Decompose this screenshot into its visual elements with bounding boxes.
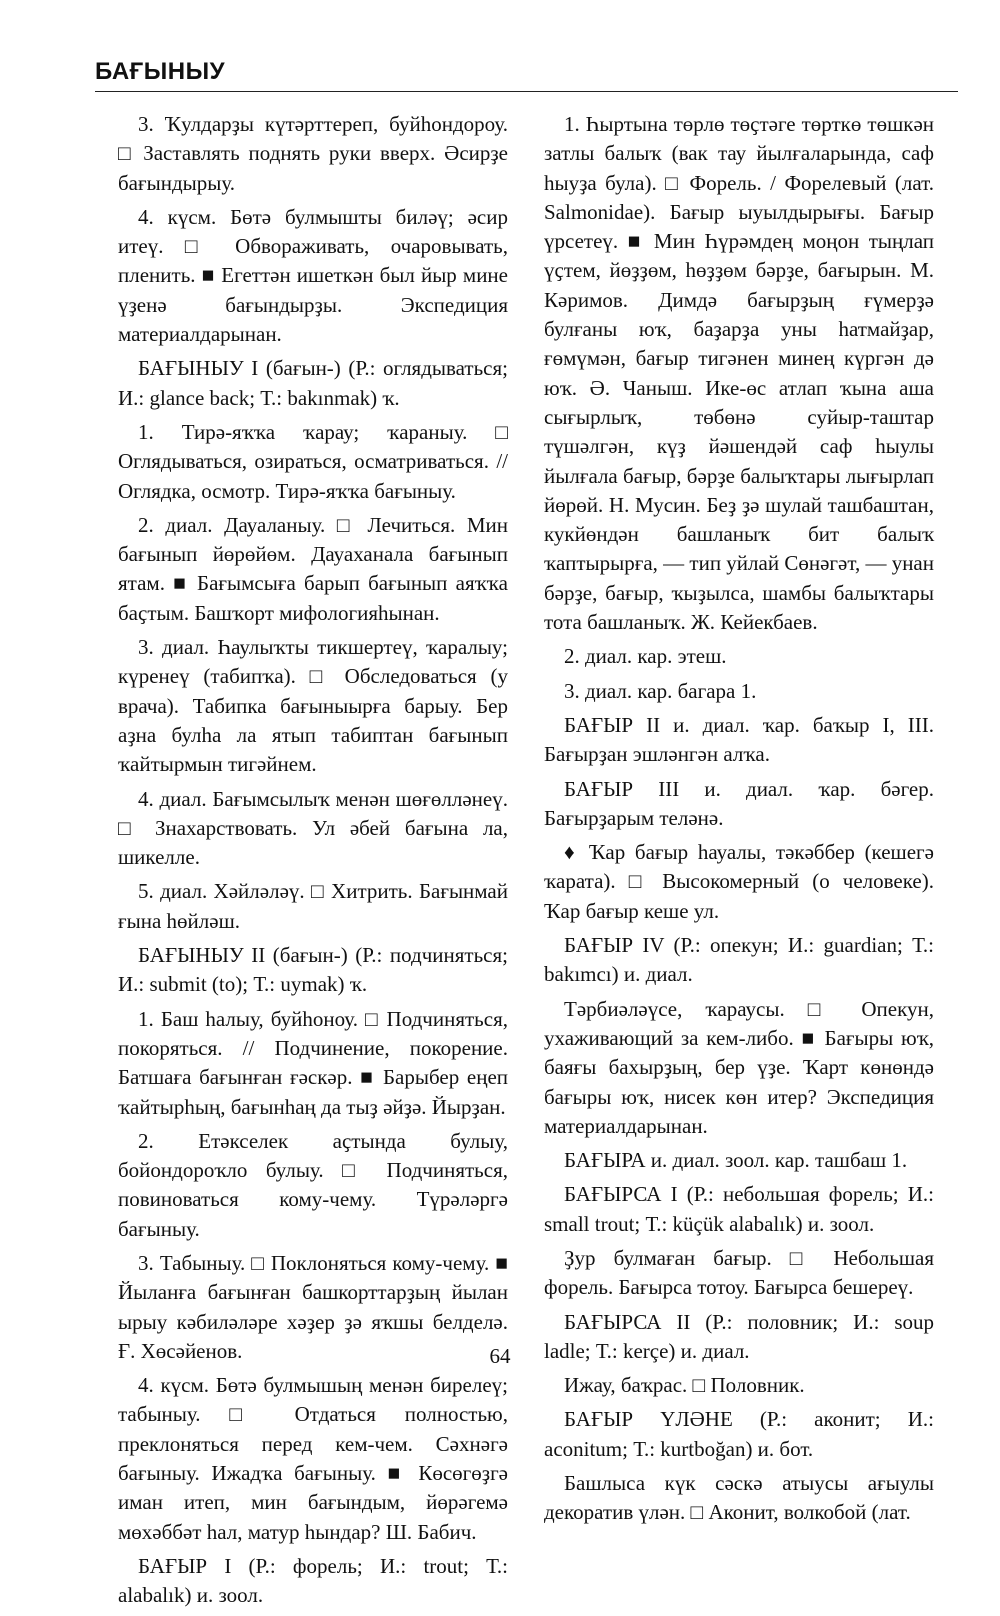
dictionary-paragraph: БАҒЫР ҮЛӘНЕ (Р.: аконит; И.: aconitum; Т.: kurtboğan) и. бот.	[544, 1407, 934, 1461]
dictionary-paragraph: 1. Тирә-яҡҡа ҡарау; ҡараныу. □ Оглядываться, озираться, осматриваться. // Оглядка, осмотр. Тирә-яҡҡа бағыныу.	[118, 419, 508, 503]
dictionary-paragraph: 2. диал. Дауаланыу. □ Лечиться. Мин бағынып йөрөйөм. Дауаханала бағынып ятам. ■ Бағымсыға барып бағынып аяҡҡа баҫтым. Башҡорт мифологияһынан.	[118, 512, 508, 625]
dictionary-paragraph: 2. Етәкселек аҫтында булыу, бойондороҡло булыу. □ Подчиняться, повиноваться кому-чему. Түрәләргә бағыныу.	[118, 1128, 508, 1241]
dictionary-paragraph: БАҒЫРСА II (Р.: половник; И.: soup ladle; Т.: kerçe) и. диал.	[544, 1309, 934, 1363]
dictionary-paragraph: БАҒЫРА и. диал. зоол. кар. ташбаш 1.	[564, 1148, 908, 1173]
page-number: 64	[489, 1344, 511, 1368]
dictionary-paragraph: БАҒЫРСА I (Р.: небольшая форель; И.: small trout; Т.: küçük alabalık) и. зоол.	[544, 1182, 934, 1236]
dictionary-paragraph: 2. диал. кар. этеш.	[564, 644, 727, 669]
dictionary-paragraph: 4. күсм. Бөтә булмышты биләү; әсир итеү. □ Обвораживать, очаровывать, пленить. ■ Егеттән ишеткән был йыр мине үҙенә бағындырҙы. Экспедиция материалдарынан.	[118, 204, 508, 347]
dictionary-paragraph: 3. диал. кар. багара 1.	[564, 678, 757, 703]
header-rule	[95, 91, 958, 92]
dictionary-paragraph: 3. диал. Һаулыҡты тикшертеү, ҡаралыу; күренеү (табипҡа). □ Обследоваться (у врача). Табипка бағыныырға барыу. Бер аҙна булһа ла ятып табиптан бағынып ҡайтырмын тигәйнем.	[118, 635, 508, 777]
dictionary-paragraph: БАҒЫНЫУ I (бағын-) (Р.: оглядываться; И.: glance back; Т.: bakınmak) ҡ.	[118, 356, 508, 410]
dictionary-paragraph: 3. Ҡулдарҙы күтәрттереп, буйһондороу. □ Заставлять поднять руки вверх. Әсирҙе бағындырыу.	[118, 112, 508, 195]
dictionary-paragraph: Тәрбиәләүсе, ҡараусы. □ Опекун, ухаживающий за кем-либо. ■ Бағыры юҡ, баяғы бахырҙың, бер үҙе. Ҡарт көнөндә бағыры юҡ, нисек көн итер? Экспедиция материалдарынан.	[544, 996, 934, 1138]
dictionary-paragraph: БАҒЫР II и. диал. ҡар. баҡыр I, III. Бағырҙан эшләнгән алҡа.	[544, 712, 934, 767]
dictionary-paragraph: 4. күсм. Бөтә булмышың менән бирелеү; табыныу. □ Отдаться полностью, преклоняться перед кем-чем. Сәхнәгә бағыныу. Ижадҡа бағыныу. ■ Көсөгөҙгә иман итеп, мин бағындым, йөрәгемә мөхәббәт һал, матур һындар? Ш. Бабич.	[118, 1373, 508, 1544]
running-head: БАҒЫНЫУ	[95, 58, 226, 85]
dictionary-paragraph: 5. диал. Хәйләләү. □ Хитрить. Бағынмай ғына һөйләш.	[118, 879, 508, 933]
dictionary-paragraph: Ижау, баҡрас. □ Половник.	[564, 1373, 805, 1398]
dictionary-paragraph: Ҙур булмаған бағыр. □ Небольшая форель. Бағырса тотоу. Бағырса бешереү.	[544, 1245, 934, 1300]
dictionary-paragraph: БАҒЫР I (Р.: форель; И.: trout; Т.: alabalık) и. зоол.	[118, 1553, 508, 1608]
dictionary-paragraph: 4. диал. Бағымсылыҡ менән шөғөлләнеү. □ Знахарствовать. Ул әбей бағына ла, шикелле.	[118, 786, 508, 870]
dictionary-paragraph: БАҒЫР III и. диал. ҡар. бәгер. Бағырҙарым теләнә.	[544, 776, 934, 830]
right-column	[544, 110, 934, 1533]
dictionary-paragraph: 3. Табыныу. □ Поклоняться кому-чему. ■ Йыланға бағынған башкорттарҙың йылан ырыу кәбиләләре хәҙер ҙә яҡшы белделә. Ғ. Хөсәйенов.	[118, 1250, 508, 1363]
dictionary-paragraph: ♦ Ҡар бағыр һауалы, тәкәббер (кешегә ҡарата). □ Высокомерный (о человеке). Ҡар бағыр кеше ул.	[544, 840, 934, 923]
dictionary-paragraph: 1. Баш һалыу, буйһоноу. □ Подчиняться, покоряться. // Подчинение, покорение. Батшаға бағынған ғәскәр. ■ Барыбер еңеп ҡайтырһың, бағынһаң да тыҙ әйҙә. Йырҙан.	[118, 1006, 508, 1119]
dictionary-paragraph: БАҒЫНЫУ II (бағын-) (Р.: подчиняться; И.: submit (to); Т.: uymak) ҡ.	[118, 943, 508, 997]
dictionary-paragraph: Башлыса күк сәскә атыусы ағыулы декоратив үлән. □ Аконит, волкобой (лат.	[544, 1471, 934, 1525]
left-column	[118, 110, 508, 1616]
dictionary-paragraph: 1. Һыртына төрлө төҫтәге төрткө төшкән затлы балыҡ (вак тау йылғаларында, саф һыуҙа була). □ Форель. / Форелевый (лат. Salmonidae). Бағыр ыуылдырығы. Бағыр үрсетеү. ■ Мин Һүрәмдең моңон тыңлап үҫтем, йөҙҙөм, һөҙҙөм бәрҙе, бағырын. М. Кәримов. Димдә бағырҙың ғүмерҙә булғаны юҡ, баҙарҙа уны һатмайҙар, ғөмүмән, бағыр тигәнен минең күргән дә юҡ. Ә. Чаныш. Ике-өс атлап ҡына аша сығырлыҡ, төбөнә суйыр-таштар түшәлгән, күҙ йәшендәй саф һыулы йылғала бағыр, бәрҙе балыҡтары лығырлап йөрөй. Н. Мусин. Беҙ ҙә шулай ташбаштан, кукйөндән башланыҡ бит балыҡ ҡаптырырға, — тип уйлай Сөнәгәт, — унан бәрҙе, бағыр, ҡыҙылса, шамбы балыҡтары тота башланыҡ. Ж. Кейекбаев.	[544, 112, 934, 635]
dictionary-paragraph: БАҒЫР IV (Р.: опекун; И.: guardian; Т.: bakımcı) и. диал.	[544, 933, 934, 987]
